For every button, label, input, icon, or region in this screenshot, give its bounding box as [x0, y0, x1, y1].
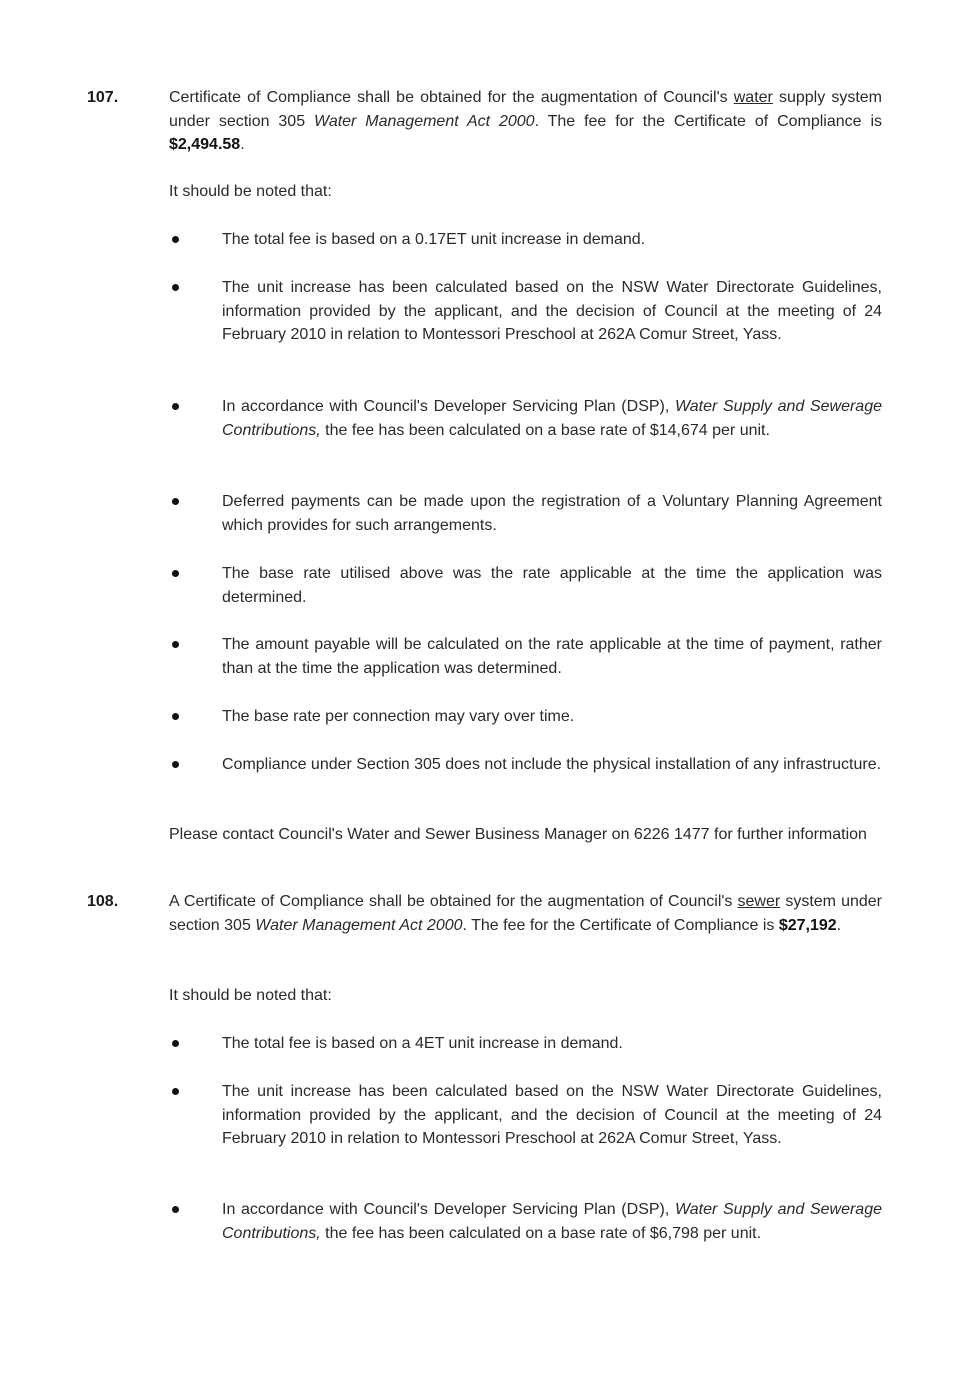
act-title: Water Management Act 2000: [314, 112, 535, 130]
section-number-107: 107.: [87, 89, 119, 106]
section-107-intro: [169, 86, 882, 157]
list-item: [222, 1198, 882, 1245]
list-item-text: the fee has been calculated on a base rate of $14,674 per unit.: [320, 421, 770, 439]
fee-amount: $27,192: [778, 916, 837, 934]
act-title: Water Management Act 2000: [255, 916, 463, 934]
list-item: The base rate per connection may vary over time.: [222, 708, 575, 725]
noted-heading: It should be noted that:: [169, 987, 332, 1004]
list-item-text: the fee has been calculated on a base rate of $6,798 per unit.: [320, 1224, 762, 1242]
list-item: The total fee is based on a 4ET unit increase in demand.: [222, 1035, 623, 1052]
intro-text: . The fee for the Certificate of Compliance is: [534, 112, 883, 130]
list-item: The total fee is based on a 0.17ET unit increase in demand.: [222, 231, 646, 248]
intro-text: . The fee for the Certificate of Compliance is: [462, 916, 779, 934]
section-108-intro: [169, 890, 882, 937]
list-item: The base rate utilised above was the rate applicable at the time the application was determined.: [222, 565, 882, 606]
plan-title: Water Supply and Sewerage Contributions,: [222, 1201, 882, 1242]
list-item-text: In accordance with Council's Developer Servicing Plan (DSP),: [222, 1201, 675, 1218]
section-number-108: 108.: [87, 893, 119, 910]
list-item: [222, 395, 882, 442]
bullet-icon: [172, 236, 179, 243]
bullet-icon: [172, 403, 179, 410]
list-item: The amount payable will be calculated on the rate applicable at the time of payment, rather than at the time the application was determined.: [222, 636, 882, 677]
underlined-term: water: [733, 89, 773, 106]
intro-text: A Certificate of Compliance shall be obtained for the augmentation of Council's: [169, 893, 738, 910]
bullet-icon: [172, 1040, 179, 1047]
bullet-icon: [172, 761, 179, 768]
intro-text: supply system under section 305: [169, 89, 883, 130]
bullet-icon: [172, 498, 179, 505]
plan-title: Water Supply and Sewerage Contributions,: [222, 398, 882, 439]
intro-text: Certificate of Compliance shall be obtained for the augmentation of Council's: [169, 89, 734, 106]
underlined-term: sewer: [737, 893, 781, 910]
bullet-icon: [172, 1088, 179, 1095]
list-item-text: In accordance with Council's Developer Servicing Plan (DSP),: [222, 398, 675, 415]
list-item: Compliance under Section 305 does not include the physical installation of any infrastructure.: [222, 756, 882, 773]
intro-text: .: [836, 916, 842, 934]
list-item: The unit increase has been calculated based on the NSW Water Directorate Guidelines, information provided by the applicant, and the decision of Council at the meeting of 24 February 2010 in relation to Montessori Preschool at 262A Comur Street, Yass.: [222, 1083, 882, 1148]
fee-amount: $2,494.58: [169, 136, 241, 154]
bullet-icon: [172, 713, 179, 720]
intro-text: .: [240, 136, 245, 154]
bullet-icon: [172, 1206, 179, 1213]
list-item: Deferred payments can be made upon the registration of a Voluntary Planning Agreement which provides for such arrangements.: [222, 493, 882, 534]
noted-heading: It should be noted that:: [169, 183, 332, 200]
bullet-icon: [172, 641, 179, 648]
contact-paragraph: Please contact Council's Water and Sewer Business Manager on 6226 1477 for further information: [169, 826, 867, 843]
bullet-icon: [172, 570, 179, 577]
intro-text: system under section 305: [169, 893, 883, 934]
bullet-icon: [172, 284, 179, 291]
list-item: The unit increase has been calculated based on the NSW Water Directorate Guidelines, information provided by the applicant, and the decision of Council at the meeting of 24 February 2010 in relation to Montessori Preschool at 262A Comur Street, Yass.: [222, 279, 882, 344]
